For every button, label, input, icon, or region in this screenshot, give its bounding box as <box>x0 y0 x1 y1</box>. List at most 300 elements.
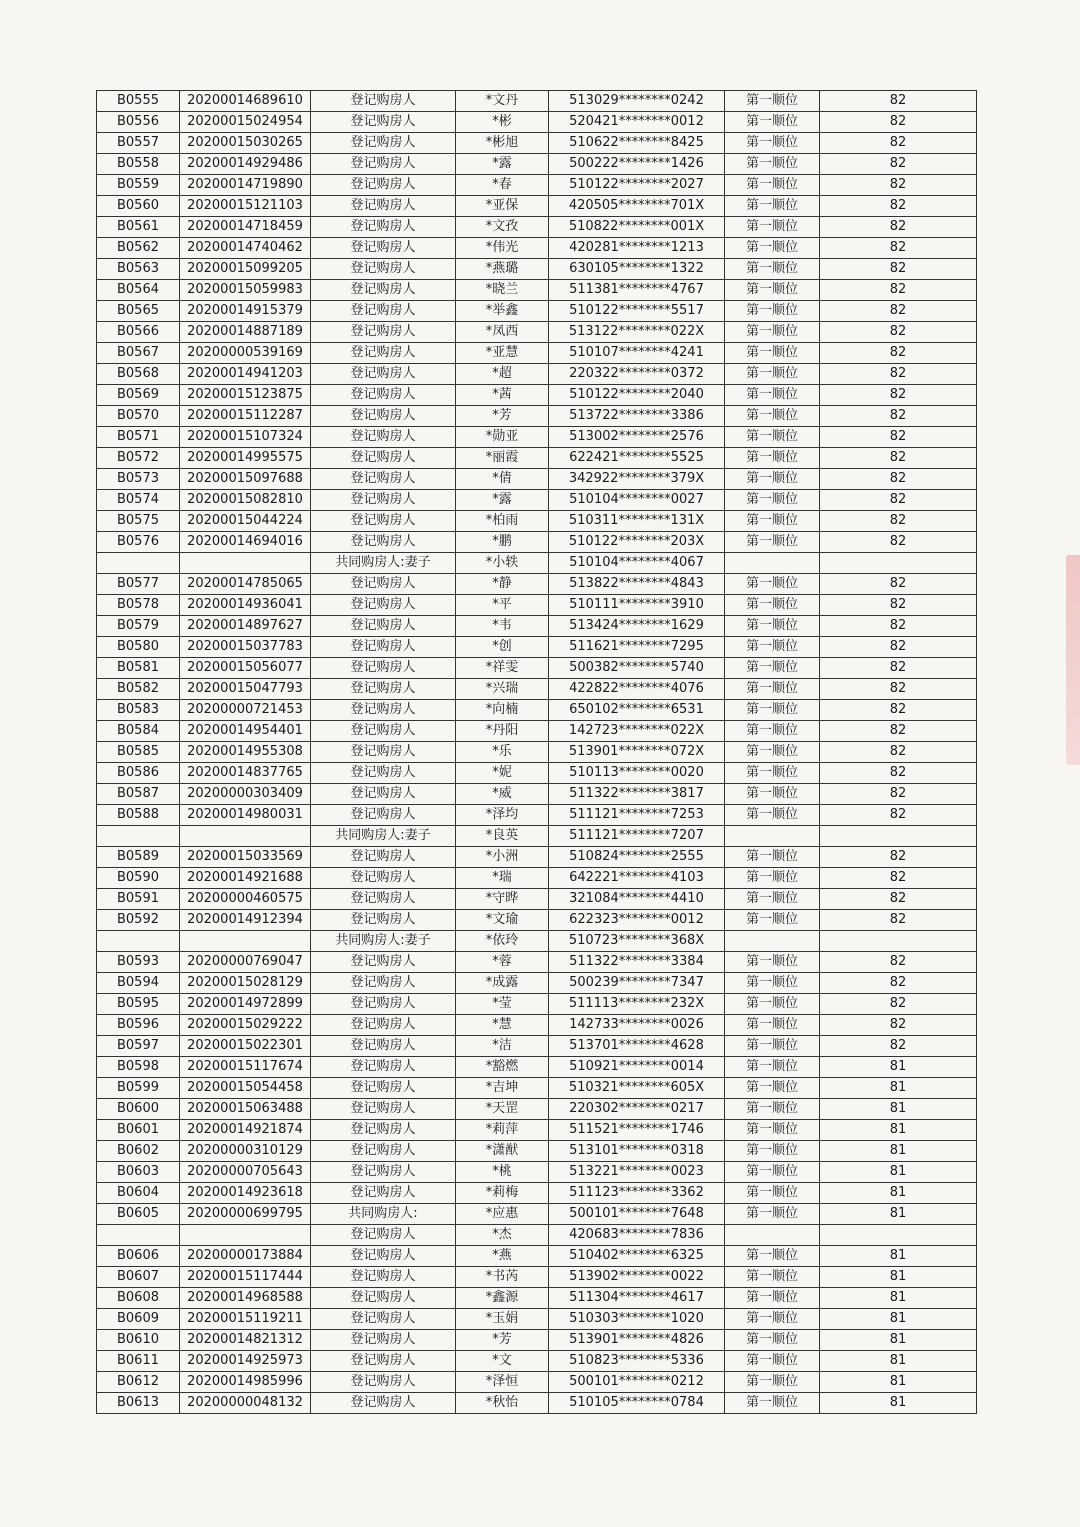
id-number-cell: 513722********3386 <box>549 406 725 427</box>
buyer-role-cell: 登记购房人 <box>311 217 456 238</box>
table-row <box>97 805 977 826</box>
id-number-cell: 500239********7347 <box>549 973 725 994</box>
table-row <box>97 1057 977 1078</box>
priority-level-cell: 第一顺位 <box>725 154 820 175</box>
buyer-role-cell: 登记购房人 <box>311 511 456 532</box>
buyer-role-cell: 登记购房人 <box>311 889 456 910</box>
buyer-role-cell: 登记购房人 <box>311 301 456 322</box>
serial-number-cell <box>97 1225 180 1246</box>
buyer-role-cell: 登记购房人 <box>311 1267 456 1288</box>
buyer-role-cell: 登记购房人 <box>311 1309 456 1330</box>
serial-number-cell: B0561 <box>97 217 180 238</box>
registration-number-cell: 20200014995575 <box>180 448 311 469</box>
id-number-cell: 510622********8425 <box>549 133 725 154</box>
table-row <box>97 385 977 406</box>
buyer-name-cell: *祥雯 <box>456 658 549 679</box>
registration-number-cell <box>180 826 311 847</box>
priority-level-cell: 第一顺位 <box>725 511 820 532</box>
table-row <box>97 112 977 133</box>
buyer-name-cell: *露 <box>456 490 549 511</box>
table-row <box>97 133 977 154</box>
buyer-name-cell: *柏雨 <box>456 511 549 532</box>
table-row <box>97 763 977 784</box>
score-cell: 81 <box>820 1288 977 1309</box>
table-row <box>97 868 977 889</box>
table-row <box>97 784 977 805</box>
id-number-cell: 650102********6531 <box>549 700 725 721</box>
score-cell: 81 <box>820 1330 977 1351</box>
buyer-role-cell: 登记购房人 <box>311 973 456 994</box>
id-number-cell: 630105********1322 <box>549 259 725 280</box>
priority-level-cell: 第一顺位 <box>725 364 820 385</box>
table-row <box>97 847 977 868</box>
registration-number-cell: 20200014968588 <box>180 1288 311 1309</box>
serial-number-cell: B0570 <box>97 406 180 427</box>
table-row <box>97 1351 977 1372</box>
serial-number-cell: B0566 <box>97 322 180 343</box>
buyer-role-cell: 登记购房人 <box>311 1120 456 1141</box>
table-row <box>97 238 977 259</box>
buyer-name-cell: *茜 <box>456 385 549 406</box>
score-cell: 81 <box>820 1351 977 1372</box>
registration-number-cell: 20200015123875 <box>180 385 311 406</box>
serial-number-cell: B0604 <box>97 1183 180 1204</box>
id-number-cell: 513701********4628 <box>549 1036 725 1057</box>
id-number-cell: 511322********3817 <box>549 784 725 805</box>
score-cell: 82 <box>820 679 977 700</box>
registration-number-cell: 20200015037783 <box>180 637 311 658</box>
buyer-name-cell: *彬旭 <box>456 133 549 154</box>
serial-number-cell: B0586 <box>97 763 180 784</box>
serial-number-cell: B0567 <box>97 343 180 364</box>
buyer-role-cell: 登记购房人 <box>311 91 456 112</box>
buyer-name-cell: *露 <box>456 154 549 175</box>
score-cell: 81 <box>820 1057 977 1078</box>
table-row <box>97 616 977 637</box>
id-number-cell: 511123********3362 <box>549 1183 725 1204</box>
table-row <box>97 427 977 448</box>
buyer-role-cell: 登记购房人 <box>311 343 456 364</box>
buyer-name-cell: *慧 <box>456 1015 549 1036</box>
registration-number-cell: 20200015107324 <box>180 427 311 448</box>
id-number-cell: 513902********0022 <box>549 1267 725 1288</box>
serial-number-cell: B0602 <box>97 1141 180 1162</box>
priority-level-cell: 第一顺位 <box>725 889 820 910</box>
priority-level-cell: 第一顺位 <box>725 805 820 826</box>
registration-number-cell: 20200014972899 <box>180 994 311 1015</box>
priority-level-cell: 第一顺位 <box>725 217 820 238</box>
registration-number-cell: 20200014955308 <box>180 742 311 763</box>
buyer-role-cell: 登记购房人 <box>311 805 456 826</box>
buyer-name-cell: *燕璐 <box>456 259 549 280</box>
serial-number-cell: B0603 <box>97 1162 180 1183</box>
buyer-name-cell: *凤西 <box>456 322 549 343</box>
score-cell: 81 <box>820 1372 977 1393</box>
buyer-name-cell: *莹 <box>456 994 549 1015</box>
buyer-role-cell: 登记购房人 <box>311 175 456 196</box>
buyer-name-cell: *妮 <box>456 763 549 784</box>
priority-level-cell: 第一顺位 <box>725 385 820 406</box>
priority-level-cell: 第一顺位 <box>725 742 820 763</box>
score-cell: 82 <box>820 154 977 175</box>
score-cell: 81 <box>820 1309 977 1330</box>
id-number-cell: 511521********1746 <box>549 1120 725 1141</box>
buyer-name-cell: *小轶 <box>456 553 549 574</box>
registration-number-cell <box>180 553 311 574</box>
id-number-cell: 511121********7253 <box>549 805 725 826</box>
priority-level-cell <box>725 826 820 847</box>
priority-level-cell: 第一顺位 <box>725 847 820 868</box>
priority-level-cell: 第一顺位 <box>725 616 820 637</box>
priority-level-cell: 第一顺位 <box>725 1036 820 1057</box>
score-cell: 82 <box>820 994 977 1015</box>
serial-number-cell: B0581 <box>97 658 180 679</box>
priority-level-cell: 第一顺位 <box>725 1099 820 1120</box>
buyer-name-cell: *春 <box>456 175 549 196</box>
serial-number-cell: B0573 <box>97 469 180 490</box>
buyer-role-cell: 登记购房人 <box>311 616 456 637</box>
priority-level-cell: 第一顺位 <box>725 595 820 616</box>
buyer-role-cell: 登记购房人 <box>311 1162 456 1183</box>
id-number-cell: 510104********0027 <box>549 490 725 511</box>
score-cell: 81 <box>820 1162 977 1183</box>
serial-number-cell: B0578 <box>97 595 180 616</box>
id-number-cell: 420683********7836 <box>549 1225 725 1246</box>
table-row <box>97 1372 977 1393</box>
registration-number-cell: 20200015030265 <box>180 133 311 154</box>
serial-number-cell: B0587 <box>97 784 180 805</box>
score-cell <box>820 553 977 574</box>
buyer-name-cell: *蓉 <box>456 952 549 973</box>
serial-number-cell: B0612 <box>97 1372 180 1393</box>
table-row <box>97 742 977 763</box>
table-row <box>97 574 977 595</box>
serial-number-cell: B0607 <box>97 1267 180 1288</box>
priority-level-cell: 第一顺位 <box>725 1309 820 1330</box>
registration-number-cell: 20200000173884 <box>180 1246 311 1267</box>
registration-number-cell: 20200015117674 <box>180 1057 311 1078</box>
registration-number-cell: 20200014929486 <box>180 154 311 175</box>
table-row <box>97 532 977 553</box>
id-number-cell: 510122********2027 <box>549 175 725 196</box>
buyer-role-cell: 登记购房人 <box>311 1330 456 1351</box>
id-number-cell: 510122********2040 <box>549 385 725 406</box>
table-row <box>97 1099 977 1120</box>
registration-number-cell: 20200014912394 <box>180 910 311 931</box>
priority-level-cell: 第一顺位 <box>725 1141 820 1162</box>
registration-number-cell: 20200015022301 <box>180 1036 311 1057</box>
table-row <box>97 175 977 196</box>
registration-number-cell: 20200014985996 <box>180 1372 311 1393</box>
score-cell: 81 <box>820 1099 977 1120</box>
serial-number-cell: B0584 <box>97 721 180 742</box>
priority-level-cell: 第一顺位 <box>725 1372 820 1393</box>
registration-number-cell: 20200014921688 <box>180 868 311 889</box>
id-number-cell: 642221********4103 <box>549 868 725 889</box>
registration-number-cell: 20200014925973 <box>180 1351 311 1372</box>
id-number-cell: 510122********5517 <box>549 301 725 322</box>
serial-number-cell: B0560 <box>97 196 180 217</box>
score-cell: 82 <box>820 175 977 196</box>
registration-number-cell: 20200000705643 <box>180 1162 311 1183</box>
priority-level-cell: 第一顺位 <box>725 322 820 343</box>
registration-number-cell: 20200000303409 <box>180 784 311 805</box>
registration-number-cell: 20200015112287 <box>180 406 311 427</box>
id-number-cell: 510402********6325 <box>549 1246 725 1267</box>
table-row <box>97 469 977 490</box>
id-number-cell: 510107********4241 <box>549 343 725 364</box>
id-number-cell: 220302********0217 <box>549 1099 725 1120</box>
id-number-cell: 220322********0372 <box>549 364 725 385</box>
registration-number-cell: 20200015033569 <box>180 847 311 868</box>
serial-number-cell: B0571 <box>97 427 180 448</box>
registration-number-cell: 20200014740462 <box>180 238 311 259</box>
serial-number-cell: B0600 <box>97 1099 180 1120</box>
score-cell: 82 <box>820 343 977 364</box>
buyer-role-cell: 登记购房人 <box>311 1393 456 1414</box>
score-cell: 82 <box>820 427 977 448</box>
buyer-name-cell: *应惠 <box>456 1204 549 1225</box>
table-row <box>97 196 977 217</box>
serial-number-cell: B0610 <box>97 1330 180 1351</box>
registration-number-cell: 20200000539169 <box>180 343 311 364</box>
buyer-name-cell: *燕 <box>456 1246 549 1267</box>
table-row <box>97 1183 977 1204</box>
priority-level-cell: 第一顺位 <box>725 1351 820 1372</box>
id-number-cell: 510921********0014 <box>549 1057 725 1078</box>
buyer-name-cell: *兴瑞 <box>456 679 549 700</box>
buyer-name-cell: *芳 <box>456 1330 549 1351</box>
buyer-name-cell: *亚保 <box>456 196 549 217</box>
table-row <box>97 1036 977 1057</box>
id-number-cell: 420505********701X <box>549 196 725 217</box>
buyer-name-cell: *韦 <box>456 616 549 637</box>
table-row <box>97 448 977 469</box>
buyer-name-cell: *桃 <box>456 1162 549 1183</box>
buyer-name-cell: *成露 <box>456 973 549 994</box>
score-cell: 82 <box>820 973 977 994</box>
serial-number-cell: B0590 <box>97 868 180 889</box>
table-row <box>97 679 977 700</box>
id-number-cell: 500101********0212 <box>549 1372 725 1393</box>
table-row <box>97 343 977 364</box>
buyer-name-cell: *平 <box>456 595 549 616</box>
priority-level-cell: 第一顺位 <box>725 238 820 259</box>
buyer-role-cell: 登记购房人 <box>311 280 456 301</box>
score-cell: 82 <box>820 952 977 973</box>
table-row <box>97 511 977 532</box>
id-number-cell: 622421********5525 <box>549 448 725 469</box>
table-row <box>97 490 977 511</box>
score-cell: 81 <box>820 1078 977 1099</box>
registration-number-cell: 20200015024954 <box>180 112 311 133</box>
buyer-name-cell: *瑞 <box>456 868 549 889</box>
id-number-cell: 321084********4410 <box>549 889 725 910</box>
registration-number-cell: 20200014897627 <box>180 616 311 637</box>
registration-number-cell: 20200014936041 <box>180 595 311 616</box>
buyer-role-cell: 登记购房人 <box>311 406 456 427</box>
id-number-cell: 500101********7648 <box>549 1204 725 1225</box>
priority-level-cell: 第一顺位 <box>725 868 820 889</box>
registration-number-cell: 20200015056077 <box>180 658 311 679</box>
serial-number-cell: B0596 <box>97 1015 180 1036</box>
table-row <box>97 637 977 658</box>
buyer-name-cell: *洁 <box>456 1036 549 1057</box>
score-cell: 82 <box>820 280 977 301</box>
priority-level-cell: 第一顺位 <box>725 91 820 112</box>
id-number-cell: 510723********368X <box>549 931 725 952</box>
id-number-cell: 342922********379X <box>549 469 725 490</box>
score-cell: 82 <box>820 112 977 133</box>
buyer-role-cell: 登记购房人 <box>311 448 456 469</box>
lottery-result-table <box>96 90 977 1414</box>
registration-number-cell: 20200000699795 <box>180 1204 311 1225</box>
id-number-cell: 142733********0026 <box>549 1015 725 1036</box>
score-cell: 82 <box>820 784 977 805</box>
score-cell <box>820 931 977 952</box>
serial-number-cell: B0606 <box>97 1246 180 1267</box>
registration-number-cell: 20200014718459 <box>180 217 311 238</box>
priority-level-cell: 第一顺位 <box>725 973 820 994</box>
buyer-name-cell: *莉萍 <box>456 1120 549 1141</box>
id-number-cell: 510824********2555 <box>549 847 725 868</box>
priority-level-cell: 第一顺位 <box>725 763 820 784</box>
buyer-role-cell: 登记购房人 <box>311 490 456 511</box>
score-cell: 82 <box>820 364 977 385</box>
score-cell: 81 <box>820 1267 977 1288</box>
serial-number-cell: B0568 <box>97 364 180 385</box>
serial-number-cell: B0562 <box>97 238 180 259</box>
buyer-name-cell: *威 <box>456 784 549 805</box>
buyer-name-cell: *丹阳 <box>456 721 549 742</box>
registration-number-cell: 20200014837765 <box>180 763 311 784</box>
score-cell <box>820 1225 977 1246</box>
table-row <box>97 910 977 931</box>
registration-number-cell: 20200015117444 <box>180 1267 311 1288</box>
priority-level-cell: 第一顺位 <box>725 1246 820 1267</box>
score-cell: 82 <box>820 490 977 511</box>
buyer-role-cell: 登记购房人 <box>311 742 456 763</box>
serial-number-cell: B0599 <box>97 1078 180 1099</box>
serial-number-cell: B0557 <box>97 133 180 154</box>
serial-number-cell: B0580 <box>97 637 180 658</box>
serial-number-cell: B0611 <box>97 1351 180 1372</box>
buyer-role-cell: 登记购房人 <box>311 700 456 721</box>
serial-number-cell: B0598 <box>97 1057 180 1078</box>
table-row <box>97 1162 977 1183</box>
priority-level-cell: 第一顺位 <box>725 721 820 742</box>
priority-level-cell: 第一顺位 <box>725 343 820 364</box>
table-row <box>97 301 977 322</box>
serial-number-cell: B0613 <box>97 1393 180 1414</box>
id-number-cell: 500382********5740 <box>549 658 725 679</box>
score-cell: 82 <box>820 301 977 322</box>
table-row <box>97 1309 977 1330</box>
registration-number-cell: 20200014980031 <box>180 805 311 826</box>
priority-level-cell: 第一顺位 <box>725 133 820 154</box>
registration-number-cell: 20200015097688 <box>180 469 311 490</box>
id-number-cell: 510113********0020 <box>549 763 725 784</box>
table-row <box>97 1393 977 1414</box>
buyer-role-cell: 登记购房人 <box>311 1141 456 1162</box>
table-row <box>97 1225 977 1246</box>
buyer-name-cell: *依玲 <box>456 931 549 952</box>
buyer-role-cell: 登记购房人 <box>311 763 456 784</box>
table-row <box>97 280 977 301</box>
buyer-role-cell: 登记购房人 <box>311 1183 456 1204</box>
serial-number-cell <box>97 553 180 574</box>
score-cell: 82 <box>820 574 977 595</box>
serial-number-cell: B0575 <box>97 511 180 532</box>
priority-level-cell: 第一顺位 <box>725 427 820 448</box>
id-number-cell: 520421********0012 <box>549 112 725 133</box>
table-row <box>97 658 977 679</box>
buyer-name-cell: *良英 <box>456 826 549 847</box>
buyer-role-cell: 登记购房人 <box>311 1351 456 1372</box>
serial-number-cell: B0572 <box>97 448 180 469</box>
priority-level-cell: 第一顺位 <box>725 1078 820 1099</box>
buyer-role-cell: 登记购房人 <box>311 427 456 448</box>
buyer-role-cell: 登记购房人 <box>311 1036 456 1057</box>
serial-number-cell: B0574 <box>97 490 180 511</box>
id-number-cell: 510823********5336 <box>549 1351 725 1372</box>
id-number-cell: 513901********4826 <box>549 1330 725 1351</box>
table-row <box>97 721 977 742</box>
buyer-role-cell: 登记购房人 <box>311 847 456 868</box>
buyer-name-cell: *伟光 <box>456 238 549 259</box>
registration-number-cell: 20200015054458 <box>180 1078 311 1099</box>
buyer-name-cell: *彬 <box>456 112 549 133</box>
score-cell: 81 <box>820 1393 977 1414</box>
id-number-cell: 513901********072X <box>549 742 725 763</box>
table-row <box>97 889 977 910</box>
table-row <box>97 1288 977 1309</box>
registration-number-cell: 20200014921874 <box>180 1120 311 1141</box>
buyer-role-cell: 登记购房人 <box>311 259 456 280</box>
priority-level-cell: 第一顺位 <box>725 1267 820 1288</box>
buyer-name-cell: *豁燃 <box>456 1057 549 1078</box>
id-number-cell: 510303********1020 <box>549 1309 725 1330</box>
score-cell: 82 <box>820 511 977 532</box>
registration-number-cell: 20200015029222 <box>180 1015 311 1036</box>
buyer-role-cell: 登记购房人 <box>311 658 456 679</box>
id-number-cell: 500222********1426 <box>549 154 725 175</box>
buyer-role-cell: 登记购房人 <box>311 1057 456 1078</box>
registration-number-cell: 20200015028129 <box>180 973 311 994</box>
registration-number-cell: 20200014821312 <box>180 1330 311 1351</box>
score-cell: 82 <box>820 721 977 742</box>
buyer-name-cell: *举鑫 <box>456 301 549 322</box>
registration-number-cell: 20200000769047 <box>180 952 311 973</box>
id-number-cell: 142723********022X <box>549 721 725 742</box>
registration-number-cell: 20200015119211 <box>180 1309 311 1330</box>
serial-number-cell: B0565 <box>97 301 180 322</box>
buyer-name-cell: *杰 <box>456 1225 549 1246</box>
buyer-name-cell: *文 <box>456 1351 549 1372</box>
serial-number-cell: B0595 <box>97 994 180 1015</box>
buyer-name-cell: *天罡 <box>456 1099 549 1120</box>
buyer-name-cell: *莉梅 <box>456 1183 549 1204</box>
id-number-cell: 510104********4067 <box>549 553 725 574</box>
id-number-cell: 622323********0012 <box>549 910 725 931</box>
buyer-name-cell: *乐 <box>456 742 549 763</box>
table-row <box>97 154 977 175</box>
priority-level-cell: 第一顺位 <box>725 637 820 658</box>
score-cell: 81 <box>820 1204 977 1225</box>
serial-number-cell: B0583 <box>97 700 180 721</box>
score-cell: 82 <box>820 889 977 910</box>
buyer-name-cell: *泽恒 <box>456 1372 549 1393</box>
